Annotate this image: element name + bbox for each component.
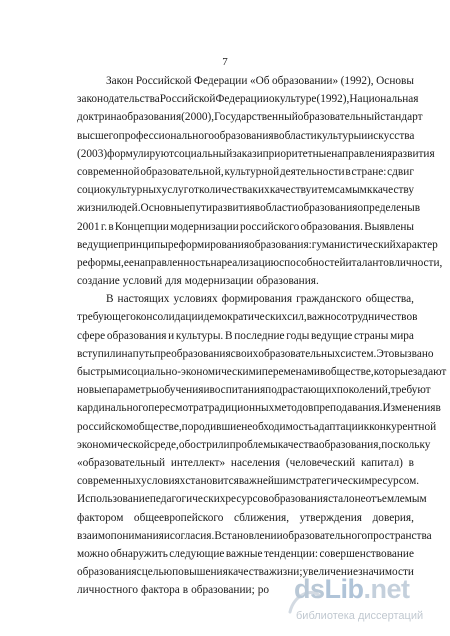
text-line: сфере образования и культуры. В последние годы ведущие страны мира xyxy=(77,329,414,342)
body-text xyxy=(77,72,447,599)
watermark-subtitle: библиотека диссертаций xyxy=(296,610,424,622)
text-line: ведущие принципы реформирования образования: гуманистический характер xyxy=(77,238,438,251)
text-line: современных условиях становится важнейшим стратегическим ресурсом. xyxy=(77,475,420,488)
text-line: реформы, ее направленность на реализацию способностей и талантов личности, xyxy=(77,256,443,269)
watermark-logo-net: .net xyxy=(363,574,410,604)
page-number: 7 xyxy=(222,56,228,68)
text-line: доктрина образования (2000), Государственный образовательный стандарт xyxy=(77,111,423,124)
dslib-watermark xyxy=(292,574,442,628)
text-line: экономической среде, обострили проблемы качества образования, поскольку xyxy=(77,438,431,451)
text-line: высшего профессионального образования в области культуры и искусства xyxy=(77,129,415,142)
text-line: российском обществе, породившие необходимость адаптации к конкурентной xyxy=(77,420,437,433)
text-line: взаимопонимания и согласия. В становлении образовательного пространства xyxy=(77,529,432,542)
text-line: современной образовательной, культурной деятельности в стране: сдвиг xyxy=(77,165,414,178)
watermark-logo-lib: Lib xyxy=(324,574,364,604)
watermark-logo-ds: ds xyxy=(294,574,325,604)
text-line: требующего консолидации демократических сил, важно сотрудничество в xyxy=(77,311,418,324)
text-line: «образовательный интеллект» населения (человеческий капитал) в xyxy=(77,456,414,469)
text-line: быстрыми социально-экономическими переменами в обществе, которые задают xyxy=(77,366,447,378)
text-line: 2001 г. в Концепции модернизации российского образования. Выявлены xyxy=(77,220,414,233)
text-line: социокультурных услуг от количества к их качеству и тем самым к качеству xyxy=(77,184,414,197)
text-line: жизни людей. Основные пути развития в области образования определены в xyxy=(77,202,421,215)
text-line: фактором общеевропейского сближения, утверждения доверия, xyxy=(77,511,414,524)
text-line: новые параметры обучения и воспитания подрастающих поколений, требуют xyxy=(77,384,431,397)
text-line: В настоящих условиях формирования гражданского общества, xyxy=(106,293,414,306)
text-line: Закон Российской Федерации «Об образовании» (1992), Основы xyxy=(106,75,414,87)
text-line: образования с целью повышения качества жизни; увеличение значимости xyxy=(77,566,414,579)
watermark-logo xyxy=(294,574,410,605)
text-line: (2003) формулируют социальный заказ и приоритетные направления развития xyxy=(77,147,435,160)
text-line: кардинального пересмотра традиционных методов преподавания. Изменения в xyxy=(77,402,441,415)
text-line: законодательства Российской Федерации о культуре (1992), Национальная xyxy=(77,93,419,106)
text-line: можно обнаружить следующие важные тенденции: совершенствование xyxy=(77,547,414,560)
text-line: личностного фактора в образовании; ро xyxy=(77,584,269,597)
text-line: Использование педагогических ресурсов образования стало неотъемлемым xyxy=(77,493,427,506)
text-line: вступили на путь преобразования своих образовательных систем. Это вызвано xyxy=(77,347,434,360)
text-line: создание условий для модернизации образования. xyxy=(77,275,319,288)
